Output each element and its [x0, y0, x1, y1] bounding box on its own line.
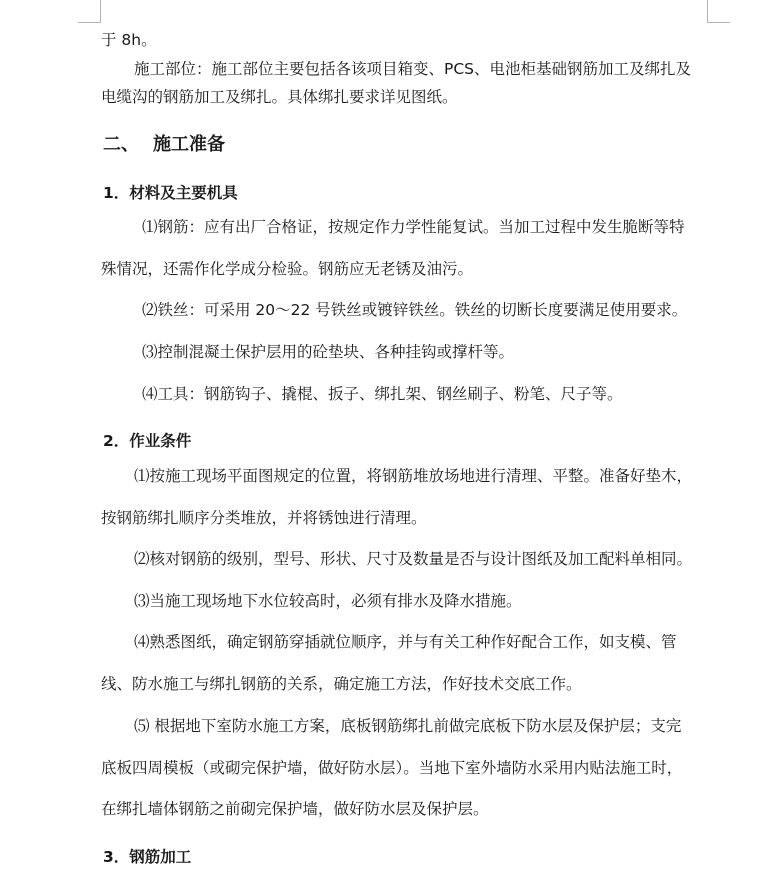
section-number: 二、: [103, 134, 139, 155]
crop-mark-right: [707, 0, 730, 23]
section-title: 施工准备: [153, 134, 225, 155]
text-line: 电缆沟的钢筋加工及绑扎。具体绑扎要求详见图纸。: [101, 88, 458, 106]
section-heading: [103, 133, 225, 157]
subsection-heading: 3．钢筋加工: [103, 848, 192, 866]
text-line: 底板四周模板（或砌完保护墙，做好防水层）。当地下室外墙防水采用内贴法施工时，: [101, 759, 683, 777]
text-line: 线、防水施工与绑扎钢筋的关系，确定施工方法，作好技术交底工作。: [101, 675, 582, 693]
text-line: ⑵核对钢筋的级别，型号、形状、尺寸及数量是否与设计图纸及加工配料单相同。: [134, 550, 693, 568]
subsection-heading: 1．材料及主要机具: [103, 184, 238, 202]
text-line: ⑷工具：钢筋钩子、撬棍、扳子、绑扎架、钢丝刷子、粉笔、尺子等。: [142, 385, 623, 403]
text-line: ⑴按施工现场平面图规定的位置，将钢筋堆放场地进行清理、平整。准备好垫木，: [134, 467, 693, 485]
text-line: 按钢筋绑扎顺序分类堆放，并将锈蚀进行清理。: [101, 509, 427, 527]
text-line: 于 8h。: [101, 31, 157, 49]
text-line: ⑵铁丝：可采用 20～22 号铁丝或镀锌铁丝。铁丝的切断长度要满足使用要求。: [142, 301, 688, 319]
text-line: ⑶控制混凝土保护层用的砼垫块、各种挂钩或撑杆等。: [142, 343, 515, 361]
subsection-heading: 2．作业条件: [103, 432, 192, 450]
text-line: ⑶当施工现场地下水位较高时，必须有排水及降水措施。: [134, 592, 522, 610]
text-line: ⑸ 根据地下室防水施工方案，底板钢筋绑扎前做完底板下防水层及保护层；支完: [134, 717, 682, 735]
text-line: ⑴钢筋：应有出厂合格证，按规定作力学性能复试。当加工过程中发生脆断等特: [142, 218, 685, 236]
text-line: ⑷熟悉图纸，确定钢筋穿插就位顺序，并与有关工种作好配合工作，如支模、管: [134, 633, 677, 651]
crop-mark-left: [78, 0, 101, 23]
text-line: 在绑扎墙体钢筋之前砌完保护墙，做好防水层及保护层。: [101, 800, 489, 818]
text-line: 施工部位：施工部位主要包括各该项目箱变、PCS、电池柜基础钢筋加工及绑扎及: [134, 60, 692, 78]
text-line: 殊情况，还需作化学成分检验。钢筋应无老锈及油污。: [101, 260, 474, 278]
